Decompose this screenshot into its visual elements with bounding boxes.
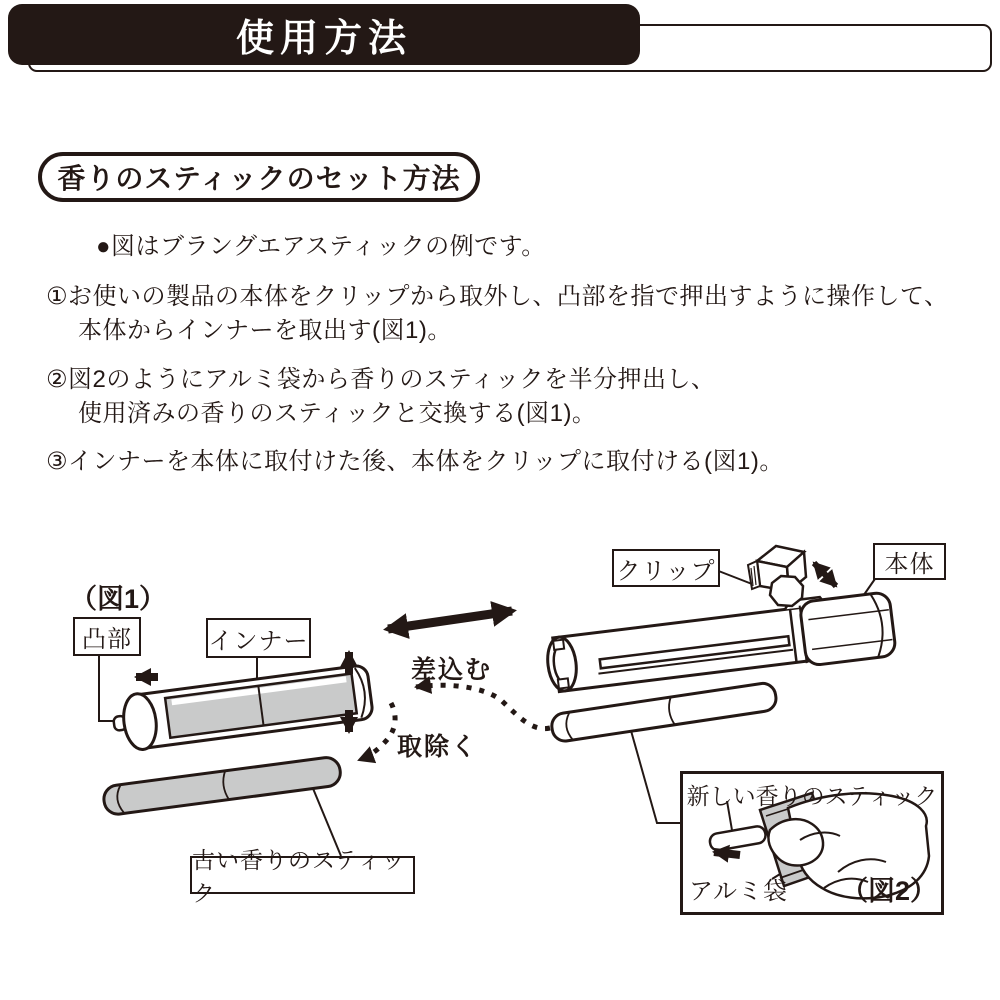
- label-inner: インナー: [206, 618, 311, 658]
- action-insert: 差込む: [411, 656, 493, 684]
- insert-dotted-arrow: [416, 685, 550, 728]
- swap-double-arrow: [388, 611, 512, 629]
- step-1-text: お使いの製品の本体をクリップから取外し、凸部を指で押出すように操作して、: [68, 283, 949, 310]
- section-note: ●図はブラングエアスティックの例です。: [96, 233, 546, 260]
- page-title: 使用方法: [235, 18, 412, 60]
- label-protrusion: 凸部: [73, 617, 141, 656]
- step-1-number: ①: [46, 283, 69, 310]
- step-2-text: 図2のようにアルミ袋から香りのスティックを半分押出し、: [68, 366, 716, 393]
- label-old-stick: 古い香りのスティック: [190, 856, 415, 894]
- label-new-stick: 新しい香りのスティック: [686, 783, 938, 809]
- clip-attach-double-arrow: [814, 563, 836, 586]
- section-title: 香りのスティックのセット方法: [38, 152, 480, 202]
- body-tube-illustration: [544, 589, 897, 698]
- old-stick-illustration: [102, 756, 342, 816]
- step-2-number: ②: [46, 366, 69, 393]
- step-3-number: ③: [46, 448, 69, 475]
- action-remove: 取除く: [397, 733, 479, 761]
- label-clip: クリップ: [612, 549, 720, 587]
- step-3-text: インナーを本体に取付けた後、本体をクリップに取付ける(図1)。: [68, 448, 784, 475]
- step-1-line-2: 本体からインナーを取出す(図1)。: [78, 317, 452, 344]
- new-stick-illustration: [550, 682, 778, 743]
- step-2-line-2: 使用済みの香りのスティックと交換する(図1)。: [78, 400, 597, 427]
- figure1-caption: （図1）: [70, 584, 167, 614]
- figure2-caption: （図2）: [840, 876, 937, 906]
- label-body: 本体: [873, 543, 946, 580]
- figure2-box: [680, 771, 944, 915]
- clip-illustration: [748, 546, 806, 606]
- label-aluminum-bag: アルミ袋: [689, 878, 789, 905]
